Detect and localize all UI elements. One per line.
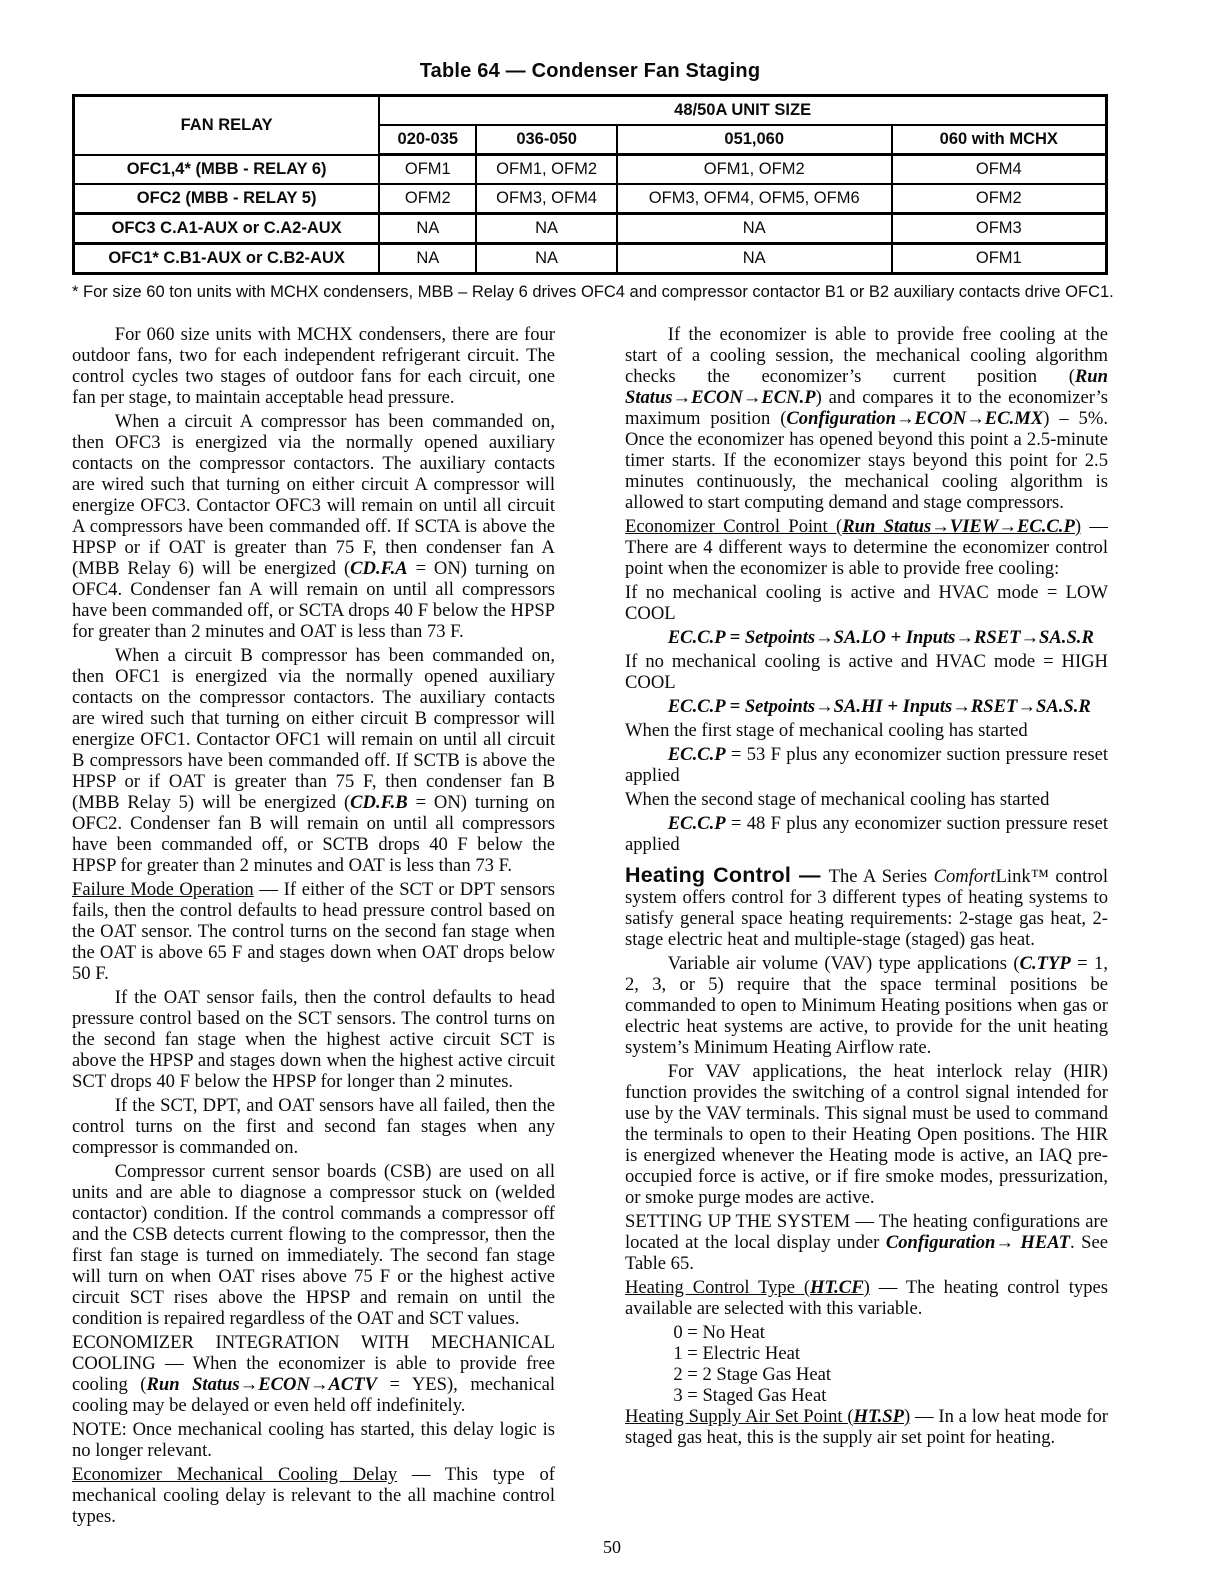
right-column bbox=[625, 324, 1108, 1530]
text-run: Variable air volume (VAV) type applications ( bbox=[667, 953, 1020, 974]
paragraph bbox=[625, 627, 1108, 648]
text-run: ) bbox=[1074, 516, 1082, 537]
text-run: Configuration→ HEAT bbox=[885, 1232, 1071, 1253]
text-run: ) – 5%. Once the economizer has opened beyond this point a 2.5-minute timer starts. If the economizer stays beyond this point for 2.5 minutes continuously, the mechanical cooling algorithm is allowed to start computing demand and stage compressors. bbox=[625, 408, 1108, 513]
table-row-label: OFC1,4* (MBB - RELAY 6) bbox=[74, 155, 380, 185]
table-row bbox=[74, 244, 1107, 274]
text-run: Comfort bbox=[933, 866, 996, 887]
text-run: ) bbox=[863, 1277, 870, 1298]
text-run: — In a low heat mode for staged gas heat, this is the supply air set point for heating. bbox=[625, 1406, 1108, 1448]
paragraph bbox=[673, 1385, 1108, 1406]
text-run: EC.C.P = Setpoints→SA.LO + Inputs→RSET→SA.S.R bbox=[667, 627, 1094, 648]
text-run: = YES), mechanical cooling may be delayed or even held off indefinitely. bbox=[72, 1374, 555, 1416]
text-run: When a circuit B compressor has been commanded on, then OFC1 is energized via the normally opened auxiliary contacts on the compressor contactors. The auxiliary contacts are wired such that turning on either circuit B compressor will energize OFC1. Contactor OFC1 will remain on until all circuit B compressors have been commanded off. If SCTB is above the HPSP or if OAT is greater than 75 F, then condenser fan B (MBB Relay 5) will be energized ( bbox=[72, 645, 555, 813]
paragraph bbox=[72, 645, 555, 876]
paragraph bbox=[625, 1061, 1108, 1208]
table-cell: NA bbox=[379, 244, 476, 274]
text-run: When the first stage of mechanical cooling has started bbox=[625, 720, 1028, 741]
text-run: C.TYP bbox=[1019, 953, 1071, 974]
paragraph bbox=[625, 696, 1108, 717]
paragraph bbox=[625, 1406, 1108, 1448]
text-run: When the second stage of mechanical cooling has started bbox=[625, 789, 1050, 810]
table-row-label: OFC3 C.A1-AUX or C.A2-AUX bbox=[74, 214, 380, 244]
paragraph bbox=[673, 1343, 1108, 1364]
paragraph bbox=[625, 865, 1108, 950]
text-run: = ON) turning on OFC4. Condenser fan A will remain on until all compressors have been commanded off, or SCTA drops 40 F below the HPSP for greater than 2 minutes and OAT is less than 73 F. bbox=[72, 558, 555, 642]
text-run: If the economizer is able to provide free cooling at the start of a cooling session, the mechanical cooling algorithm checks the economizer’s current position ( bbox=[625, 324, 1108, 387]
paragraph bbox=[72, 1419, 555, 1461]
paragraph bbox=[625, 720, 1108, 741]
text-run: If no mechanical cooling is active and HVAC mode = HIGH COOL bbox=[625, 651, 1108, 693]
text-run: The A Series bbox=[828, 866, 934, 887]
text-run: HT.SP bbox=[853, 1406, 904, 1427]
table-cell: OFM2 bbox=[379, 184, 476, 214]
table-cell: NA bbox=[476, 214, 616, 244]
text-run: Economizer Control Point ( bbox=[625, 516, 843, 537]
text-run: ) bbox=[904, 1406, 911, 1427]
paragraph bbox=[625, 813, 1108, 855]
text-run: Configuration→ECON→EC.MX bbox=[786, 408, 1044, 429]
table-cell: OFM3, OFM4, OFM5, OFM6 bbox=[617, 184, 892, 214]
text-run: Economizer Mechanical Cooling Delay bbox=[72, 1464, 398, 1485]
text-run: NOTE: Once mechanical cooling has started, this delay logic is no longer relevant. bbox=[72, 1419, 555, 1461]
paragraph bbox=[625, 324, 1108, 513]
text-run: ECONOMIZER INTEGRATION WITH MECHANICAL COOLING — When the economizer is able to provide free cooling ( bbox=[72, 1332, 555, 1395]
column-group-header-unit-size: 48/50A UNIT SIZE bbox=[379, 96, 1106, 126]
page-number: 50 bbox=[603, 1537, 621, 1557]
paragraph bbox=[625, 953, 1108, 1058]
text-run: CD.F.A bbox=[350, 558, 408, 579]
text-run: Heating Supply Air Set Point ( bbox=[625, 1406, 854, 1427]
paragraph bbox=[625, 516, 1108, 579]
table-cell: OFM1, OFM2 bbox=[617, 155, 892, 185]
text-run: ) and compares it to the economizer’s maximum position ( bbox=[625, 387, 1108, 429]
text-run: Heating Control Type ( bbox=[625, 1277, 811, 1298]
text-run: 2 = 2 Stage Gas Heat bbox=[673, 1364, 832, 1385]
table-cell: NA bbox=[476, 244, 616, 274]
text-run: — There are 4 different ways to determine the economizer control point when the economizer is able to provide free cooling: bbox=[625, 516, 1108, 579]
text-run: CD.F.B bbox=[350, 792, 408, 813]
paragraph bbox=[72, 1332, 555, 1416]
text-run: — The heating control types available are selected with this variable. bbox=[625, 1277, 1108, 1319]
table-row-label: OFC2 (MBB - RELAY 5) bbox=[74, 184, 380, 214]
body-columns bbox=[72, 324, 1108, 1530]
text-run: = ON) turning on OFC2. Condenser fan B will remain on until all compressors have been commanded off, or SCTB drops 40 F below the HPSP for greater than 2 minutes and OAT is less than 73 F. bbox=[72, 792, 555, 876]
table-cell: OFM2 bbox=[892, 184, 1107, 214]
table-cell: OFM1 bbox=[892, 244, 1107, 274]
text-run: = 48 F plus any economizer suction pressure reset applied bbox=[625, 813, 1108, 855]
condenser-fan-staging-table bbox=[72, 94, 1108, 275]
text-run: For 060 size units with MCHX condensers, there are four outdoor fans, two for each independent refrigerant circuit. The control cycles two stages of outdoor fans for each circuit, one fan per stage, to maintain acceptable head pressure. bbox=[72, 324, 555, 408]
section-heading-text: Heating Control — bbox=[625, 863, 829, 887]
page-content bbox=[72, 60, 1114, 1530]
paragraph bbox=[72, 1095, 555, 1158]
table-cell: OFM1 bbox=[379, 155, 476, 185]
text-run: EC.C.P bbox=[667, 813, 726, 834]
text-run: EC.C.P = Setpoints→SA.HI + Inputs→RSET→SA.S.R bbox=[667, 696, 1091, 717]
text-run: = 1, 2, 3, or 5) require that the space terminal positions be commanded to open to Minimum Heating positions when gas or electric heat systems are active, to provide for the unit heating system’s Minimum Heating Airflow rate. bbox=[625, 953, 1109, 1058]
table-cell: NA bbox=[617, 244, 892, 274]
text-run: Run Status→VIEW→EC.C.P bbox=[842, 516, 1075, 537]
paragraph bbox=[625, 1277, 1108, 1319]
text-run: When a circuit A compressor has been commanded on, then OFC3 is energized via the normally opened auxiliary contacts on the compressor contactors. The auxiliary contacts are wired such that turning on either circuit A compressor will energize OFC3. Contactor OFC3 will remain on until all circuit A compressors have been commanded off. If SCTA is above the HPSP or if OAT is greater than 75 F, then condenser fan A (MBB Relay 6) will be energized ( bbox=[72, 411, 555, 579]
left-column bbox=[72, 324, 555, 1530]
text-run: 1 = Electric Heat bbox=[673, 1343, 800, 1364]
paragraph bbox=[625, 744, 1108, 786]
text-run: 0 = No Heat bbox=[673, 1322, 765, 1343]
table-cell: OFM3, OFM4 bbox=[476, 184, 616, 214]
text-run: If no mechanical cooling is active and HVAC mode = LOW COOL bbox=[625, 582, 1108, 624]
column-header: 020-035 bbox=[379, 125, 476, 155]
paragraph bbox=[673, 1364, 1108, 1385]
text-run: SETTING UP THE SYSTEM — The heating configurations are located at the local display under bbox=[625, 1211, 1108, 1253]
paragraph bbox=[72, 1161, 555, 1329]
text-run: — This type of mechanical cooling delay is relevant to the all machine control types. bbox=[72, 1464, 555, 1527]
paragraph bbox=[625, 582, 1108, 624]
text-run: Link™ control system offers control for 3 different types of heating systems to satisfy general space heating requirements: 2-stage gas heat, 2-stage electric heat and multiple-stage (staged) gas heat. bbox=[625, 866, 1109, 950]
text-run: HT.CF bbox=[810, 1277, 864, 1298]
text-run: Run Status→ECON→ECN.P bbox=[625, 366, 1108, 408]
paragraph bbox=[673, 1322, 1108, 1343]
column-header: 036-050 bbox=[476, 125, 616, 155]
paragraph bbox=[72, 1464, 555, 1527]
text-run: 3 = Staged Gas Heat bbox=[673, 1385, 827, 1406]
table-cell: OFM1, OFM2 bbox=[476, 155, 616, 185]
column-header: 060 with MCHX bbox=[892, 125, 1107, 155]
text-run: Failure Mode Operation bbox=[72, 879, 254, 900]
table-title: Table 64 — Condenser Fan Staging bbox=[419, 60, 761, 82]
text-run: EC.C.P bbox=[667, 744, 726, 765]
paragraph bbox=[625, 1211, 1108, 1274]
paragraph bbox=[72, 879, 555, 984]
table-cell: NA bbox=[617, 214, 892, 244]
table-footnote: * For size 60 ton units with MCHX condensers, MBB – Relay 6 drives OFC4 and compressor contactor B1 or B2 auxiliary contacts drive OFC1. bbox=[72, 283, 1114, 301]
paragraph bbox=[72, 987, 555, 1092]
table-row bbox=[74, 214, 1107, 244]
table-cell: OFM3 bbox=[892, 214, 1107, 244]
table-cell: NA bbox=[379, 214, 476, 244]
text-run: Run Status→ECON→ACTV bbox=[146, 1374, 378, 1395]
text-run: If the SCT, DPT, and OAT sensors have all failed, then the control turns on the first and second fan stages when any compressor is commanded on. bbox=[72, 1095, 555, 1158]
table-row bbox=[74, 184, 1107, 214]
column-header: 051,060 bbox=[617, 125, 892, 155]
paragraph bbox=[72, 411, 555, 642]
text-run: . See Table 65. bbox=[625, 1232, 1108, 1274]
text-run: Compressor current sensor boards (CSB) are used on all units and are able to diagnose a compressor stuck on (welded contactor) condition. If the control commands a compressor off and the CSB detects current flowing to the compressor, then the first fan stage is turned on immediately. The second fan stage will turn on when OAT rises above 75 F or the highest active circuit SCT rises above the HPSP and remain on until the condition is repaired regardless of the OAT and SCT values. bbox=[72, 1161, 555, 1329]
text-run: = 53 F plus any economizer suction pressure reset applied bbox=[625, 744, 1108, 786]
paragraph bbox=[625, 789, 1108, 810]
text-run: — If either of the SCT or DPT sensors fails, then the control defaults to head pressure control based on the OAT sensor. The control turns on the second fan stage when the OAT is above 65 F and stages down when OAT drops below 50 F. bbox=[72, 879, 555, 984]
column-header-fan-relay: FAN RELAY bbox=[74, 96, 380, 155]
table-cell: OFM4 bbox=[892, 155, 1107, 185]
paragraph bbox=[625, 651, 1108, 693]
table-row bbox=[74, 155, 1107, 185]
paragraph bbox=[72, 324, 555, 408]
text-run: If the OAT sensor fails, then the control defaults to head pressure control based on the SCT sensors. The control turns on the second fan stage when the highest active circuit SCT is above the HPSP and stages down when the highest active circuit SCT drops 40 F below the HPSP for longer than 2 minutes. bbox=[72, 987, 555, 1092]
text-run: For VAV applications, the heat interlock relay (HIR) function provides the switching of a control signal intended for use by the VAV terminals. This signal must be used to command the terminals to open to their Heating Open positions. The HIR is energized whenever the Heating mode is active, an IAQ pre-occupied force is active, or if fire smoke modes, pressurization, or smoke purge modes are active. bbox=[625, 1061, 1108, 1208]
table-row-label: OFC1* C.B1-AUX or C.B2-AUX bbox=[74, 244, 380, 274]
